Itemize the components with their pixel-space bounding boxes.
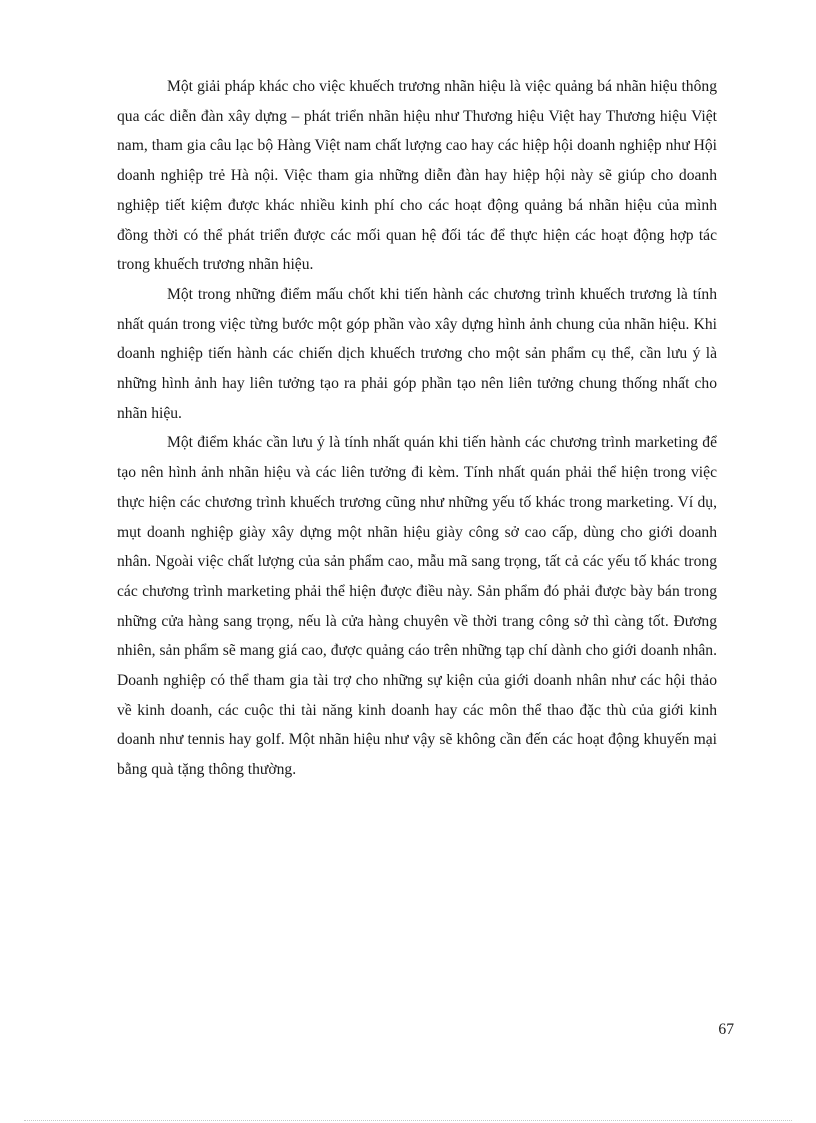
body-text bbox=[117, 72, 717, 785]
paragraph-2: Một trong những điểm mấu chốt khi tiến hành các chương trình khuếch trương là tính nhất quán trong việc từng bước một góp phần vào xây dựng hình ảnh chung của nhãn hiệu. Khi doanh nghiệp tiến hành các chiến dịch khuếch trương cho một sản phẩm cụ thể, cần lưu ý là những hình ảnh hay liên tưởng tạo ra phải góp phần tạo nên liên tưởng chung thống nhất cho nhãn hiệu. bbox=[117, 285, 717, 422]
paragraph-1: Một giải pháp khác cho việc khuếch trương nhãn hiệu là việc quảng bá nhãn hiệu thông qua các diễn đàn xây dựng – phát triển nhãn hiệu như Thương hiệu Việt hay Thương hiệu Việt nam, tham gia câu lạc bộ Hàng Việt nam chất lượng cao hay các hiệp hội doanh nghiệp như Hội doanh nghiệp trẻ Hà nội. Việc tham gia những diễn đàn hay hiệp hội này sẽ giúp cho doanh nghiệp tiết kiệm được khác nhiều kinh phí cho các hoạt động quảng bá nhãn hiệu của mình đồng thời có thể phát triển được các mối quan hệ đối tác để thực hiện các hoạt động hợp tác trong khuếch trương nhãn hiệu. bbox=[117, 78, 717, 274]
page-number: 67 bbox=[718, 1021, 734, 1038]
paragraph-3: Một điểm khác cần lưu ý là tính nhất quán khi tiến hành các chương trình marketing để tạo nên hình ảnh nhãn hiệu và các liên tưởng đi kèm. Tính nhất quán phải thể hiện trong việc thực hiện các chương trình khuếch trương cũng như những yếu tố khác trong marketing. Ví dụ, mụt doanh nghiệp giày xây dựng một nhãn hiệu giày công sở cao cấp, dùng cho giới doanh nhân. Ngoài việc chất lượng của sản phẩm cao, mẫu mã sang trọng, tất cả các yếu tố khác trong các chương trình marketing phải thể hiện được điều này. Sản phẩm đó phải được bày bán trong những cửa hàng sang trọng, nếu là cửa hàng chuyên về thời trang công sở thì càng tốt. Đương nhiên, sản phẩm sẽ mang giá cao, được quảng cáo trên những tạp chí dành cho giới doanh nhân. Doanh nghiệp có thể tham gia tài trợ cho những sự kiện của giới doanh nhân như các hội thảo về kinh doanh, các cuộc thi tài năng kinh doanh hay các môn thể thao đặc thù của giới kinh doanh như tennis hay golf. Một nhãn hiệu như vậy sẽ không cần đến các hoạt động khuyến mại bằng quà tặng thông thường. bbox=[117, 434, 717, 779]
bottom-dotted-divider bbox=[24, 1120, 792, 1121]
